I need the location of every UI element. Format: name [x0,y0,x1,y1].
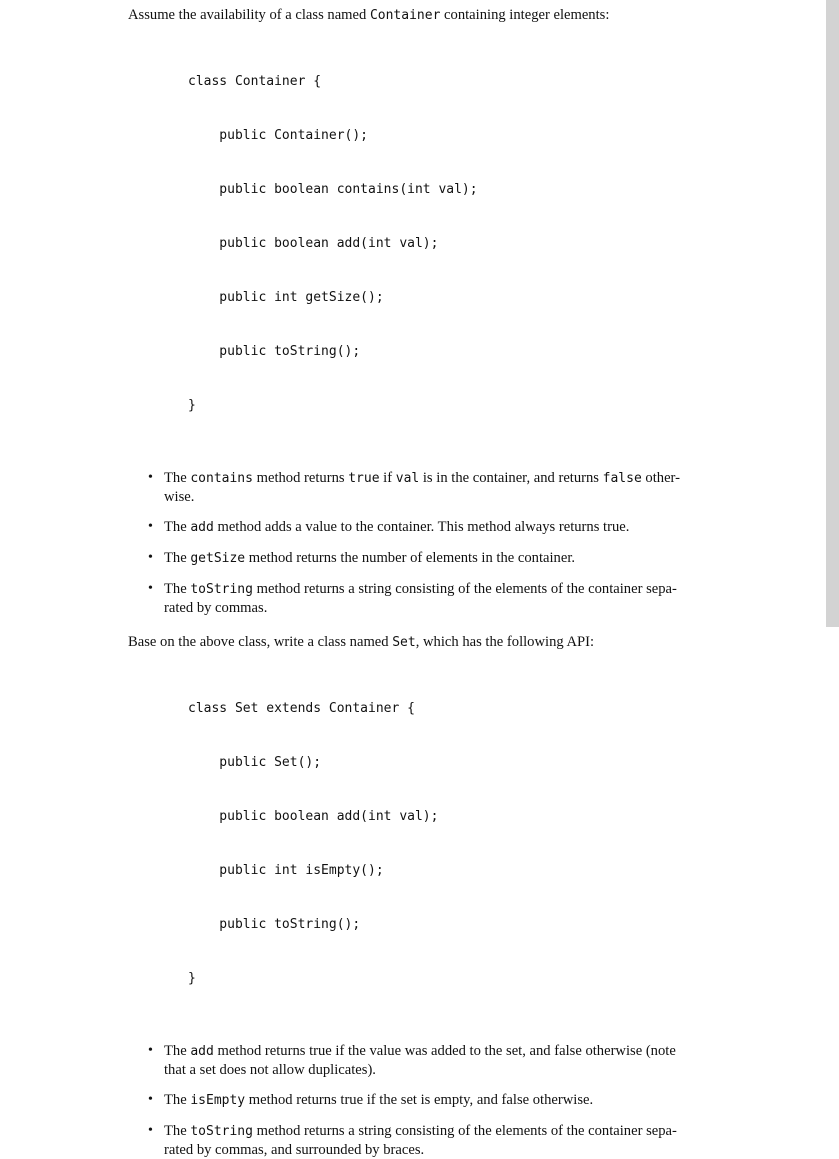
set-class-code [188,664,728,1024]
code-line: } [188,398,196,413]
list-item: • The add method adds a value to the container. This method always returns true. [148,519,630,535]
container-method-list [128,469,728,617]
vertical-scrollbar[interactable] [826,0,839,627]
code-line: public Set(); [188,755,322,770]
list-item: • The isEmpty method returns true if the set is empty, and false otherwise. [148,1092,594,1108]
code-line: public Container(); [188,128,369,143]
bullet-icon: • [148,581,153,596]
set-method-list [128,1042,728,1159]
bullet-icon: • [148,1043,153,1058]
set-intro-paragraph: Base on the above class, write a class named Set, which has the following API: [128,634,595,650]
code-line: } [188,971,196,986]
list-item: • The toString method returns a string consisting of the elements of the container sepa- rated by commas, and surrounded by braces. [148,1123,677,1158]
code-line: public int isEmpty(); [188,863,384,878]
code-line: class Set extends Container { [188,701,415,716]
container-class-code [188,37,728,451]
bullet-icon: • [148,1092,153,1107]
code-line: public boolean add(int val); [188,236,439,251]
bullet-icon: • [148,550,153,565]
list-item: • The toString method returns a string consisting of the elements of the container sepa- rated by commas. [148,581,677,616]
bullet-icon: • [148,470,153,485]
code-line: public toString(); [188,344,361,359]
bullet-icon: • [148,519,153,534]
intro-paragraph: Assume the availability of a class named Container containing integer elements: [128,7,610,23]
code-line: public boolean add(int val); [188,809,439,824]
list-item: • The add method returns true if the value was added to the set, and false otherwise (note that a set does not allow duplicates). [148,1043,676,1078]
bullet-icon: • [148,1123,153,1138]
code-line: public boolean contains(int val); [188,182,478,197]
inline-code: Container [369,8,441,23]
inline-code: Set [392,635,416,650]
code-line: public int getSize(); [188,290,384,305]
list-item: • The getSize method returns the number of elements in the container. [148,550,576,566]
code-line: class Container { [188,74,322,89]
code-line: public toString(); [188,917,361,932]
document-content [128,6,728,1159]
list-item: • The contains method returns true if val is in the container, and returns false other- wise. [148,470,680,505]
